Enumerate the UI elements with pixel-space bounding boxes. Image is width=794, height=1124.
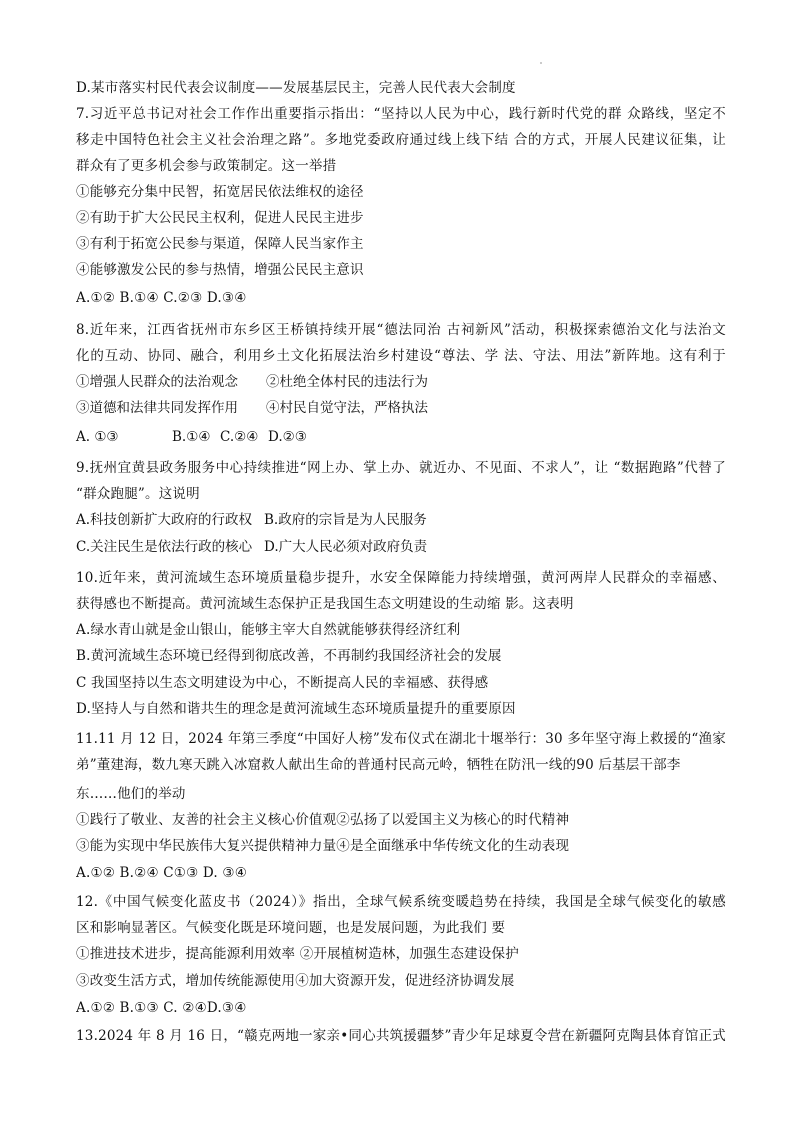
q8-choice-b: B.①④ [172,429,211,445]
q12-items-line-1: ①推进技术进步，提高能源利用效率 ②开展植树造林，加强生态建设保护 [76,946,519,962]
q12-choices: A.①② B.①③ C. ②④D.③④ [76,1000,247,1016]
scan-speck [540,62,542,64]
q8-choice-a: A. ①③ [76,429,119,445]
q8-items-row-2 [76,398,428,418]
q10-stem-line-1: 10.近年来，黄河流域生态环境质量稳步提升，水安全保障能力持续增强，黄河两岸人民群众的幸福感、 [76,570,726,586]
q7-item-1: ①能够充分集中民智，拓宽居民依法维权的途径 [76,184,364,200]
q7-stem-line-1: 7.习近平总书记对社会工作作出重要指示指出：“坚持以人民为中心，践行新时代党的群 众路线，坚定不 [76,106,726,122]
q10-stem-line-2: 获得感也不断提高。黄河流域生态保护正是我国生态文明建设的生动缩 影。这表明 [76,596,574,612]
q9-options-row-1 [76,510,427,530]
q9-option-d: D.广大人民必须对政府负责 [264,539,428,555]
q7-item-4: ④能够激发公民的参与热情，增强公民民主意识 [76,262,364,278]
q7-choices: A.①② B.①④ C.②③ D.③④ [76,290,247,306]
q12-stem-line-2: 区和影响显著区。气候变化既是环境问题，也是发展问题，为此我们 要 [76,920,506,936]
q11-choices: A.①② B.②④ C①③ D. ③④ [76,865,248,881]
q7-item-3: ③有利于拓宽公民参与渠道，保障人民当家作主 [76,236,364,252]
q12-stem-line-1: 12.《中国气候变化蓝皮书（2024）》指出，全球气候系统变暖趋势在持续，我国是全球气候变化的敏感 [76,894,726,910]
q8-item-1: ①增强人民群众的法治观念 [76,374,238,390]
q11-stem-line-2: 弟”董建海，数九寒天跳入冰窟救人献出生命的普通村民高元岭，牺牲在防汛一线的90 后基层干部李 [76,757,681,773]
q13-stem-line-1: 13.2024 年 8 月 16 日，“赣克两地一家亲•同心共筑援疆梦”青少年足球夏令营在新疆阿克陶县体育馆正式 [76,1028,726,1044]
q8-choice-d: D.②③ [268,429,307,445]
q7-stem-line-2: 移走中国特色社会主义社会治理之路”。多地党委政府通过线上线下结 合的方式，开展人民建议征集，让 [76,132,726,148]
q8-item-3: ③道德和法律共同发挥作用 [76,400,238,416]
q10-option-b: B.黄河流域生态环境已经得到彻底改善，不再制约我国经济社会的发展 [76,648,502,664]
q6-option-d: D.某市落实村民代表会议制度——发展基层民主，完善人民代表大会制度 [76,80,516,96]
q8-item-4: ④村民自觉守法，严格执法 [266,400,428,416]
q8-items-row-1 [76,372,428,392]
q9-options-row-2 [76,537,427,557]
q7-stem-line-3: 群众有了更多机会参与政策制定。这一举措 [76,158,337,174]
q7-item-2: ②有助于扩大公民民主权利，促进人民民主进步 [76,210,364,226]
q9-option-a: A.科技创新扩大政府的行政权 [76,512,253,528]
q8-stem-line-2: 化的互动、协同、融合，利用乡土文化拓展法治乡村建设“尊法、学 法、守法、用法”新阵地。这有利于 [76,348,726,364]
q8-stem-line-1: 8.近年来，江西省抚州市东乡区王桥镇持续开展“德法同治 古祠新风”活动，积极探索德治文化与法治文 [76,322,726,338]
q8-choice-c: C.②④ [220,429,259,445]
q12-items-line-2: ③改变生活方式，增加传统能源使用④加大资源开发，促进经济协调发展 [76,973,515,989]
q11-stem-line-1: 11.11 月 12 日，2024 年第三季度“中国好人榜”发布仪式在湖北十堰举行：30 多年坚守海上救援的“渔家 [76,731,726,747]
q9-stem-line-1: 9.抚州宜黄县政务服务中心持续推进“网上办、掌上办、就近办、不见面、不求人”，让 “数据跑路”代替了 [76,460,726,476]
q9-stem-line-2: “群众跑腿”。这说明 [76,486,200,502]
q8-item-2: ②杜绝全体村民的违法行为 [266,374,428,390]
q9-option-c: C.关注民生是依法行政的核心 [76,539,253,555]
q11-stem-line-3: 东……他们的举动 [76,786,186,802]
q10-option-d: D.坚持人与自然和谐共生的理念是黄河流域生态环境质量提升的重要原因 [76,701,516,717]
q10-option-a: A.绿水青山就是金山银山，能够主宰大自然就能够获得经济红利 [76,622,461,638]
q9-option-b: B.政府的宗旨是为人民服务 [264,512,427,528]
q8-choices [76,427,307,447]
q10-option-c: C 我国坚持以生态文明建设为中心，不断提高人民的幸福感、获得感 [76,675,489,691]
q11-items-line-1: ①践行了敬业、友善的社会主义核心价值观②弘扬了以爱国主义为核心的时代精神 [76,812,570,828]
q11-items-line-2: ③能为实现中华民族伟大复兴提供精神力量④是全面继承中华传统文化的生动表现 [76,838,570,854]
